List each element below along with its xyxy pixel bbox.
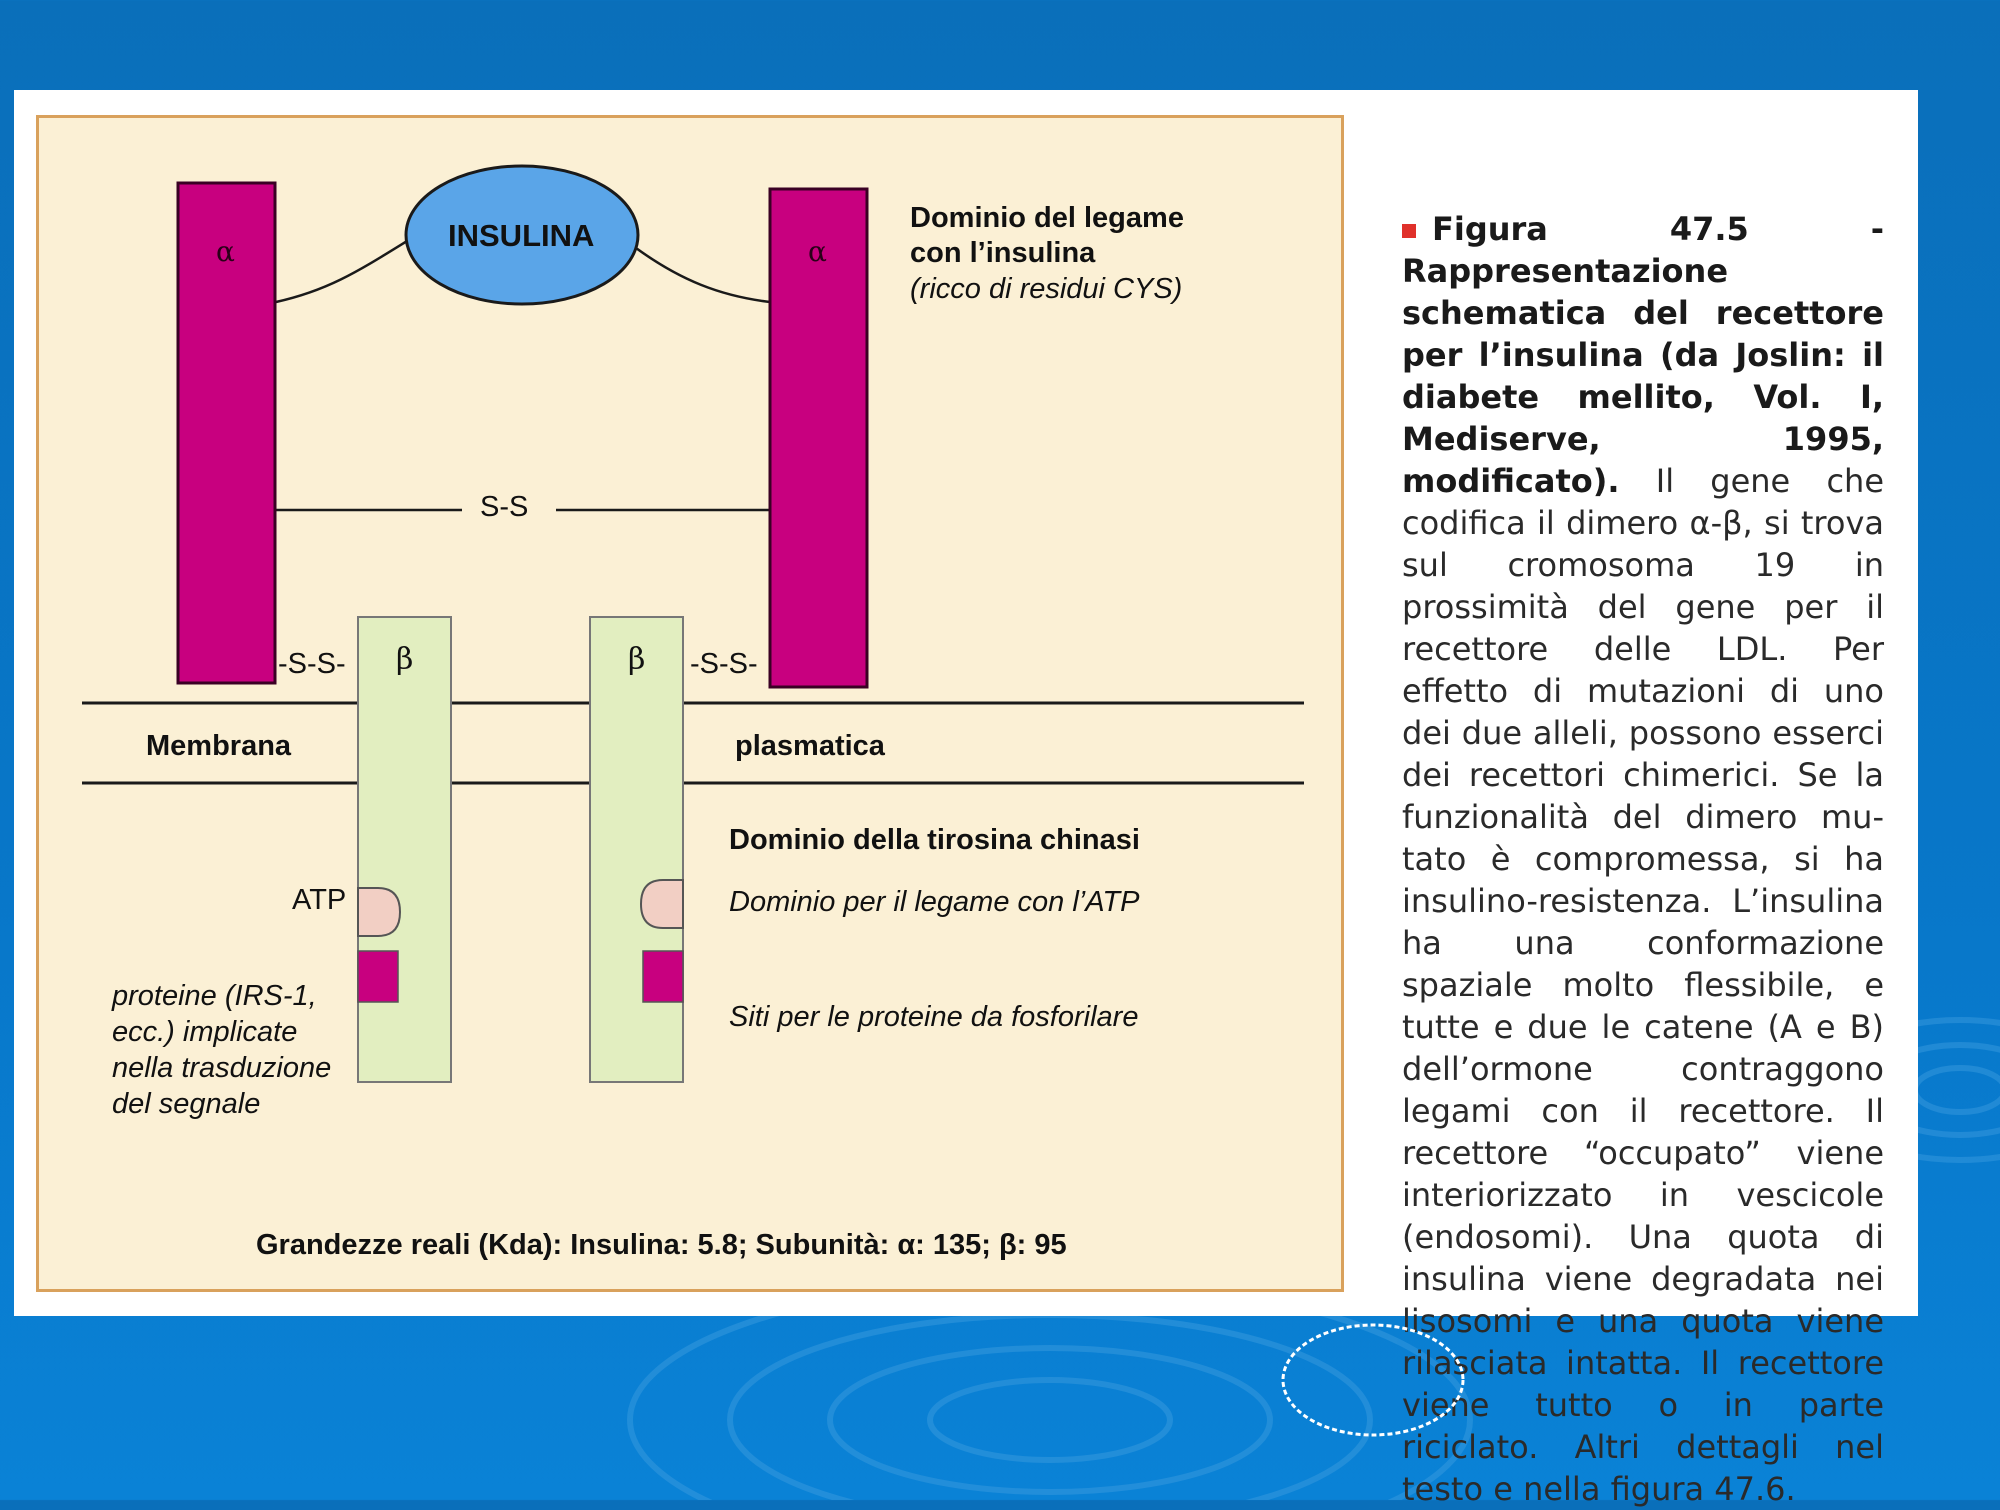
binding-domain-title-1: Dominio del legame — [910, 202, 1184, 234]
proteins-label-4: del segnale — [112, 1088, 261, 1120]
proteins-label-1: proteine (IRS-1, — [112, 980, 317, 1012]
caption-body: Il gene che codifica il dimero α-β, si trova sul cromosoma 19 in prossimità del gene per il recettore delle LDL. Per effetto di mutazioni di uno dei due alleli, possono esserci dei recettori chimerici. Se la funzionalità del dimero mutato è compromessa, si ha insulino-resistenza. L’insulina ha una conformazione spaziale molto flessibile, e tutte e due le catene (A e B) dell’ormone contraggono legami con il recettore. Il recettore “occupato” viene interiorizzato in vescicole (endosomi). Una quota di insulina viene degradata nei lisosomi e una quota viene rilasciata intatta. Il recettore viene tutto o in parte riciclato. Altri dettagli nel testo e nella figura 47.6. — [1402, 462, 1885, 1508]
beta-subunit-left — [358, 617, 451, 1082]
alpha-label-left: α — [216, 235, 235, 268]
membrane-label-left: Membrana — [146, 730, 292, 762]
caption-bullet-icon — [1402, 224, 1416, 238]
beta-label-right: β — [628, 642, 646, 677]
disulfide-center-label: S-S — [480, 491, 529, 523]
kinase-domain-title: Dominio della tirosina chinasi — [729, 824, 1140, 856]
atp-site-left — [358, 888, 400, 936]
phospho-site-right — [643, 951, 683, 1002]
beta-subunit-right — [590, 617, 683, 1082]
insulin-connector-right — [636, 248, 770, 302]
caption-figure-ref: Figura 47.5 - Rappresentazione schematica del recettore per l’insulina (da Joslin: il diabete mellito, Vol. I, Mediserve, 1995, modificato). — [1402, 210, 1884, 500]
insulin-connector-left — [276, 238, 412, 302]
alpha-label-right: α — [808, 235, 827, 268]
beta-label-left: β — [396, 642, 414, 677]
atp-label: ATP — [292, 884, 347, 916]
proteins-label-2: ecc.) implicate — [112, 1016, 298, 1048]
binding-domain-title-2: con l’insulina — [910, 237, 1096, 269]
binding-domain-note: (ricco di residui CYS) — [910, 273, 1183, 305]
disulfide-left-label: -S-S- — [278, 648, 346, 680]
atp-site-right — [641, 880, 683, 928]
phospho-site-left — [358, 951, 398, 1002]
phospho-sites-label: Siti per le proteine da fosforilare — [729, 1001, 1139, 1033]
membrane-label-right: plasmatica — [735, 730, 885, 762]
atp-domain-label: Dominio per il legame con l’ATP — [729, 886, 1140, 918]
dashed-ellipse-decoration — [1280, 1322, 1466, 1438]
disulfide-right-label: -S-S- — [690, 648, 758, 680]
insulin-label: INSULINA — [448, 218, 595, 253]
sizes-label: Grandezze reali (Kda): Insulina: 5.8; Subunità: α: 135; β: 95 — [256, 1229, 1067, 1261]
figure-caption — [1402, 208, 1884, 1510]
proteins-label-3: nella trasduzione — [112, 1052, 332, 1084]
